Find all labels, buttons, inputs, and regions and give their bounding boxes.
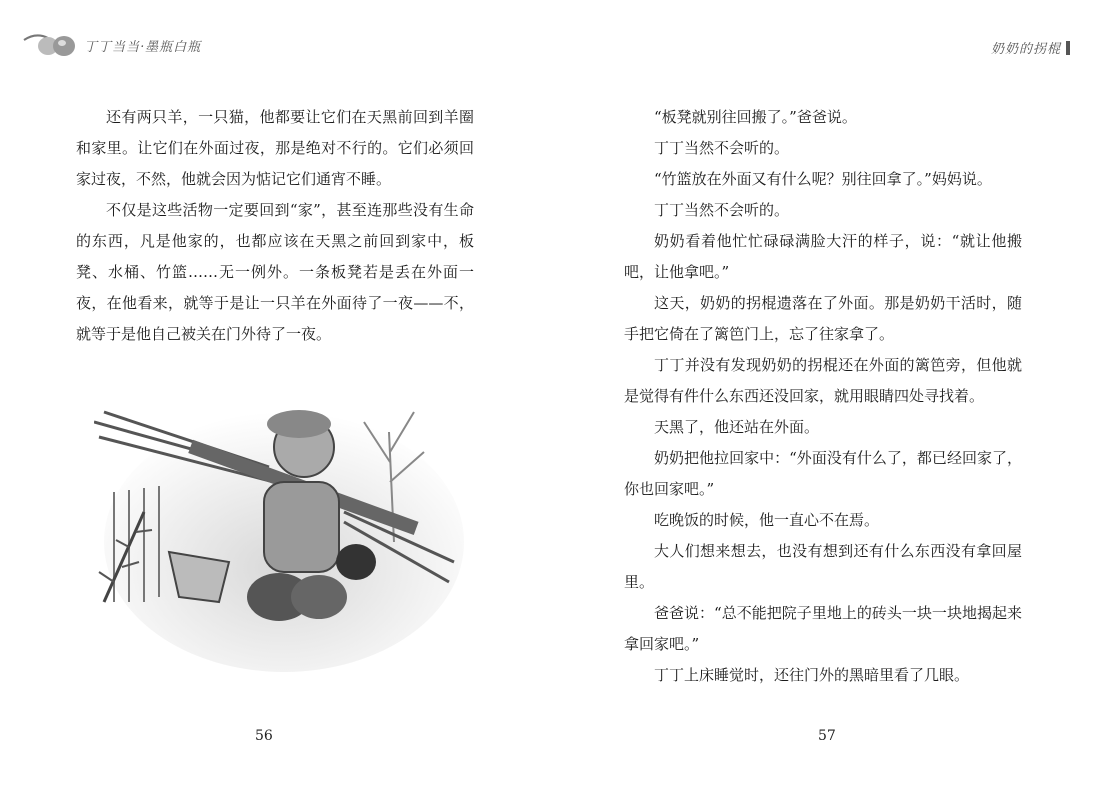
page-number-right: 57 xyxy=(818,728,836,744)
gourd-logo-icon xyxy=(22,28,80,62)
left-page-text xyxy=(76,102,474,350)
paragraph: 爸爸说：“总不能把院子里地上的砖头一块一块地揭起来拿回家吧。” xyxy=(624,604,1022,653)
paragraph: 天黑了，他还站在外面。 xyxy=(654,418,820,436)
header-bar-mark xyxy=(1066,41,1070,55)
running-header-right xyxy=(991,38,1070,57)
paragraph: 奶奶把他拉回家中：“外面没有什么了，都已经回家了，你也回家吧。” xyxy=(624,449,1022,498)
chapter-title: 奶奶的拐棍 xyxy=(990,42,1061,57)
paragraph: 丁丁当然不会听的。 xyxy=(654,201,790,219)
paragraph: “竹篮放在外面又有什么呢？别往回拿了。”妈妈说。 xyxy=(654,170,992,188)
page-number-left: 56 xyxy=(255,728,273,744)
right-page-text xyxy=(624,102,1022,691)
paragraph: 大人们想来想去，也没有想到还有什么东西没有拿回屋里。 xyxy=(624,542,1022,591)
paragraph: 这天，奶奶的拐棍遗落在了外面。那是奶奶干活时，随手把它倚在了篱笆门上，忘了往家拿了。 xyxy=(624,294,1022,343)
boy-carrying-sticks-illustration xyxy=(94,372,464,672)
paragraph: “板凳就别往回搬了。”爸爸说。 xyxy=(654,108,857,126)
running-header-left xyxy=(22,28,201,62)
series-title: 丁丁当当·墨瓶白瓶 xyxy=(84,39,202,55)
paragraph: 丁丁并没有发现奶奶的拐棍还在外面的篱笆旁，但他就是觉得有件什么东西还没回家，就用眼睛四处寻找着。 xyxy=(624,356,1022,405)
paragraph: 丁丁当然不会听的。 xyxy=(654,139,790,157)
paragraph: 还有两只羊，一只猫，他都要让它们在天黑前回到羊圈和家里。让它们在外面过夜，那是绝对不行的。它们必须回家过夜，不然，他就会因为惦记它们通宵不睡。 xyxy=(76,108,474,188)
paragraph: 丁丁上床睡觉时，还往门外的黑暗里看了几眼。 xyxy=(654,666,970,684)
paragraph: 奶奶看着他忙忙碌碌满脸大汗的样子，说：“就让他搬吧，让他拿吧。” xyxy=(624,232,1022,281)
paragraph: 不仅是这些活物一定要回到“家”，甚至连那些没有生命的东西，凡是他家的，也都应该在天黑之前回到家中，板凳、水桶、竹篮……无一例外。一条板凳若是丢在外面一夜，在他看来，就等于是让一只羊在外面待了一夜——不，就等于是他自己被关在门外待了一夜。 xyxy=(76,201,474,343)
paragraph: 吃晚饭的时候，他一直心不在焉。 xyxy=(654,511,880,529)
